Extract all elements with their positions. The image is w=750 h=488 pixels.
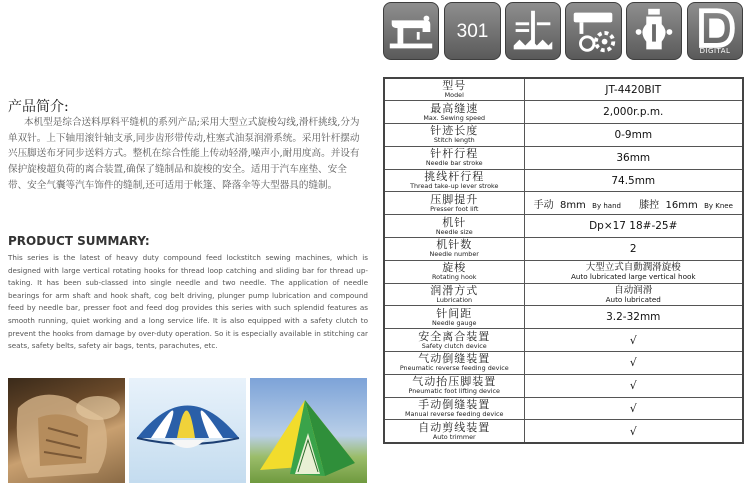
presser-knee-value: 16mm: [665, 199, 698, 211]
spec-label-cn: 气动倒缝装置: [418, 352, 491, 366]
spec-value-cn: 自动润滑: [614, 284, 653, 296]
stitch-type-label: 301: [456, 21, 489, 42]
spec-check: √: [524, 374, 743, 397]
spec-value: 74.5mm: [524, 169, 743, 192]
spec-row-rotating-hook: [384, 260, 743, 283]
spec-label-cn: 针杆行程: [430, 147, 479, 161]
spec-check: √: [524, 352, 743, 375]
spec-label-cn: 安全离合装置: [418, 329, 491, 343]
spec-label-cn: 挑线杆行程: [424, 170, 485, 184]
presser-knee-cn: 膝控: [639, 199, 660, 211]
spec-label-cn: 润滑方式: [430, 284, 479, 298]
spec-label-cn: 机针数: [436, 238, 473, 252]
presser-hand-group: [534, 196, 621, 211]
spec-value: 3.2-32mm: [524, 306, 743, 329]
spec-row-needle-gauge: [384, 306, 743, 329]
presser-knee-en: By Knee: [704, 201, 733, 210]
spec-label-en: Pneumatic reverse feeding device: [399, 364, 509, 373]
spec-label-cn: 气动抬压脚装置: [412, 375, 497, 389]
car-seat-photo: [8, 378, 125, 483]
spec-row-lubrication: [384, 283, 743, 306]
spec-check: √: [524, 397, 743, 420]
spec-label-en: Stitch length: [433, 136, 475, 145]
presser-knee-group: [639, 196, 733, 211]
spec-label-cn: 自动剪线装置: [418, 420, 491, 434]
spec-row-needle-bar-stroke: [384, 146, 743, 169]
spec-label-en: Needle bar stroke: [425, 159, 483, 168]
spec-table: [383, 77, 744, 444]
spec-value: 2: [524, 238, 743, 261]
product-intro-body: 本机型是综合送料厚料平缝机的系列产品;采用大型立式旋梭勾线,滑杆挑线,分为单双针。上下轴用滚针轴支承,同步齿形带传动,柱塞式油泵润滑系统。采用针杆摆动兴压脚送布牙同步送料方式。整机在综合性能上传动轻滑,噪声小,耐用度高。并设有保护旋梭超负荷的离合装置,确保了缝制品和旋梭的安全。适用于汽车座垫、安全带、安全气囊等汽车饰件的缝制,还可适用于帐篷、降落伞等大型器具的缝制。: [8, 117, 360, 191]
spec-label-en: Lubrication: [436, 296, 473, 305]
presser-hand-value: 8mm: [559, 199, 586, 211]
spec-value-en: Auto lubricated: [605, 294, 661, 304]
spec-label-en: Needle gauge: [432, 318, 477, 327]
spec-row-manual-reverse: [384, 397, 743, 420]
spec-label-cn: 手动倒缝装置: [418, 398, 491, 412]
stitch-type-301-icon: [444, 2, 501, 60]
spec-label-cn: 机针: [442, 215, 467, 229]
spec-row-presser-foot-lift: [384, 192, 743, 215]
product-summary-body: This series is the latest of heavy duty compound feed lockstitch sewing machines, which is designed with large vertical rotating hooks for thread loop catching and sliding bar for thread up-taking. It has been sub-classed into single needle and two needle. The application of needle bearings for arm shaft and hook shaft, cog belt driving, plunger pump lubrication and compound feed by needle bar, presser foot and feed dog provides this series with such splendid features as smooth running, quiet working and a long service life. It is also equipped with a safety clutch to prevent the hooks from damage by over-duty operation. So it is especially available in stitching car seats, safety belts, safety air bags, tents, parachutes, etc.: [8, 253, 368, 351]
spec-label-en: Auto trimmer: [432, 432, 476, 441]
spec-value: JT-4420BIT: [524, 78, 743, 101]
spec-value: 2,000r.p.m.: [524, 101, 743, 124]
product-intro-title: 产品简介:: [8, 99, 69, 115]
spec-label-en: Needle number: [429, 250, 479, 259]
spec-label-cn: 旋梭: [442, 261, 467, 275]
digital-label: DIGITAL: [699, 47, 731, 55]
gear-icon: [565, 2, 622, 60]
spec-row-model: [384, 78, 743, 101]
spec-label-cn: 最高缝速: [430, 101, 479, 115]
spec-label-en: Rotating hook: [432, 273, 477, 282]
presser-hand-en: By hand: [592, 201, 621, 210]
spec-label-en: Max. Sewing speed: [423, 113, 486, 122]
spec-label-en: Manual reverse feeding device: [405, 410, 504, 419]
spec-label-en: Presser foot lift: [430, 204, 479, 213]
spec-value: Dp×17 18#-25#: [524, 215, 743, 238]
spec-value-cn: 大型立式自動潤滑旋梭: [585, 261, 681, 273]
spec-label-en: Safety clutch device: [421, 341, 487, 350]
spec-row-needle-size: [384, 215, 743, 238]
spec-label-cn: 型号: [442, 79, 467, 93]
spec-row-safety-clutch: [384, 329, 743, 352]
spec-label-cn: 针间距: [436, 306, 473, 320]
spec-row-reverse-feed: [384, 352, 743, 375]
spec-label-cn: 针迹长度: [430, 124, 479, 138]
spec-label-cn: 压脚提升: [430, 192, 479, 206]
tent-photo: [250, 378, 367, 483]
spec-row-stitch-length: [384, 124, 743, 147]
spec-value: 36mm: [524, 146, 743, 169]
sewing-machine-icon: [383, 2, 439, 60]
spec-label-en: Needle size: [435, 227, 473, 236]
spec-row-foot-lifting: [384, 374, 743, 397]
spec-label-en: Model: [444, 91, 464, 100]
spec-check: √: [524, 420, 743, 443]
spec-row-needle-number: [384, 238, 743, 261]
spec-row-take-up-stroke: [384, 169, 743, 192]
spec-value: 0-9mm: [524, 124, 743, 147]
compound-feed-icon: [505, 2, 561, 60]
spec-value-en: Auto lubricated large vertical hook: [570, 271, 696, 281]
spec-row-max-speed: [384, 101, 743, 124]
spec-check: √: [524, 329, 743, 352]
product-summary-title: PRODUCT SUMMARY:: [8, 234, 150, 248]
spec-label-en: Pneumatic foot lifting device: [408, 387, 500, 396]
digital-icon: [687, 2, 743, 60]
spec-row-auto-trimmer: [384, 420, 743, 443]
oil-lubrication-icon: [626, 2, 682, 60]
spec-label-en: Thread take-up lever stroke: [410, 182, 499, 191]
parachute-photo: [129, 378, 246, 483]
presser-hand-cn: 手动: [533, 199, 554, 211]
